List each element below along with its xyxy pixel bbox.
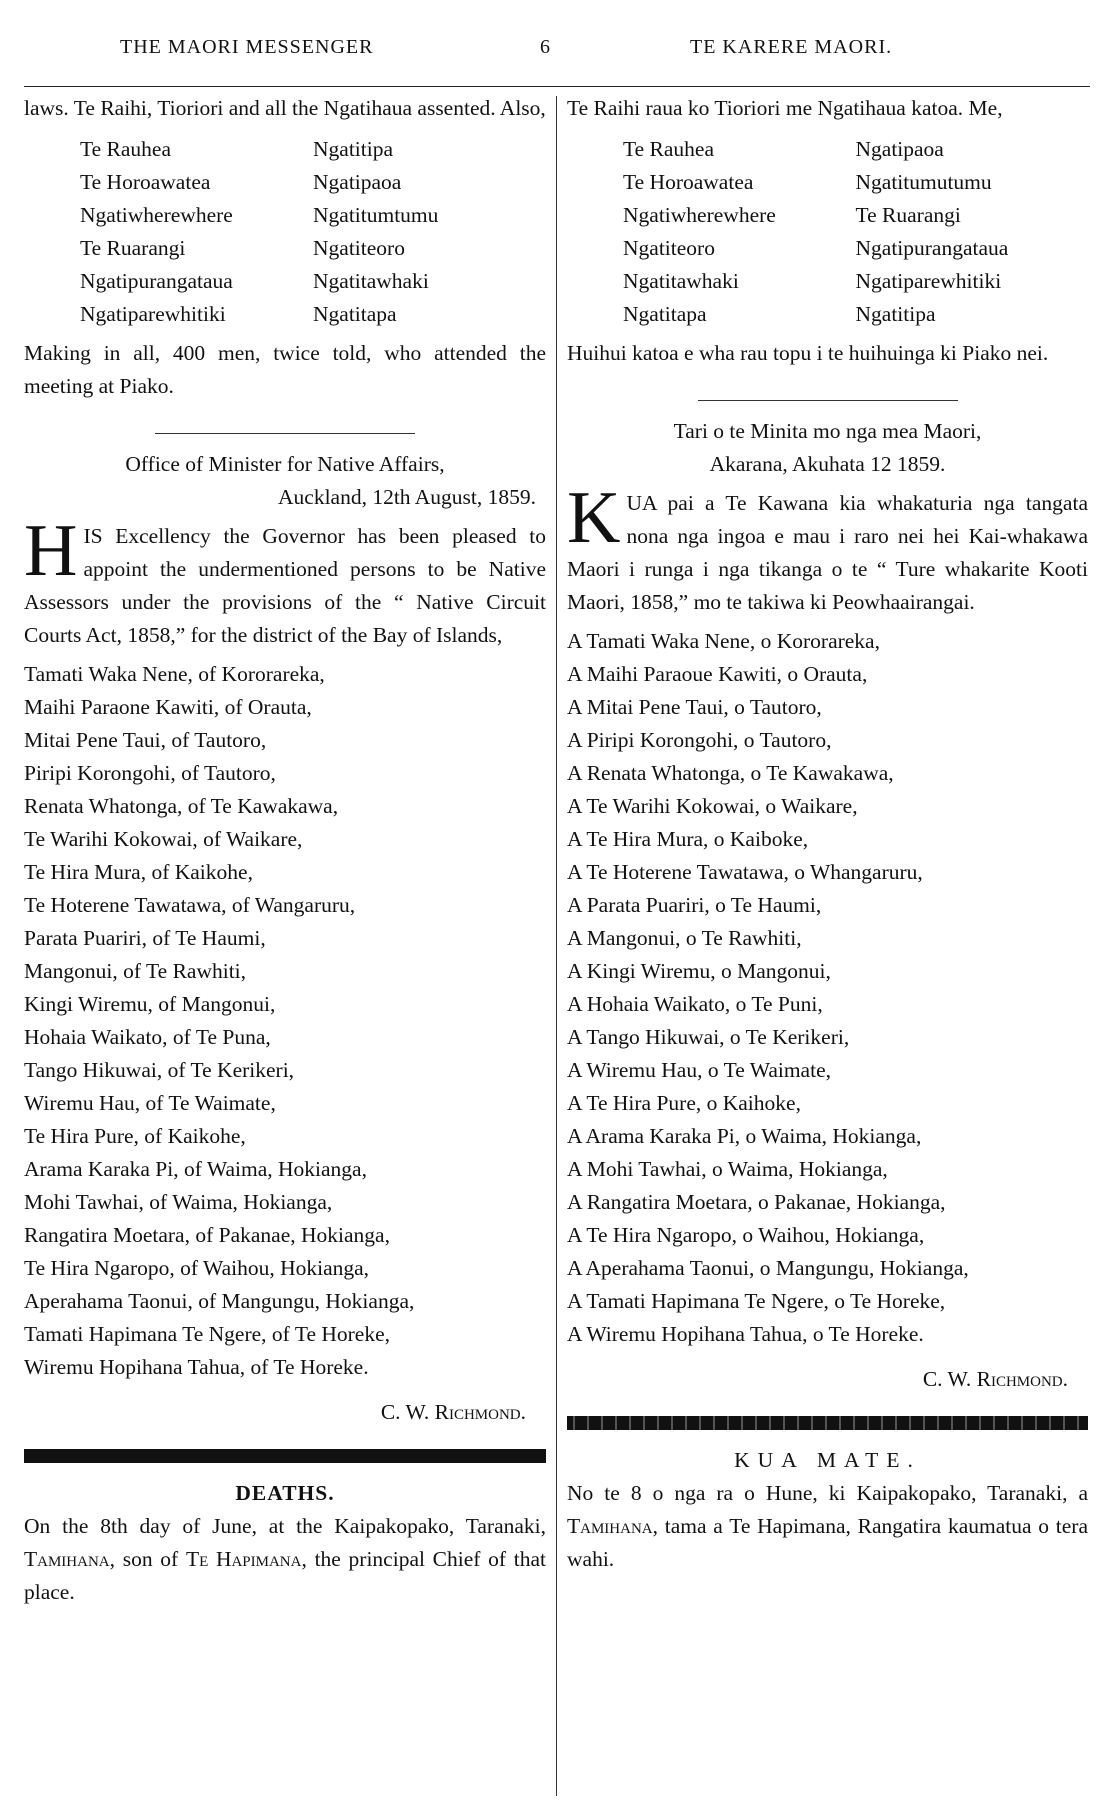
- section-rule: [155, 433, 415, 434]
- assessor-entry: Te Hira Pure, of Kaikohe,: [24, 1124, 246, 1148]
- section-rule: [698, 400, 958, 401]
- deaths-heading: KUA MATE.: [734, 1448, 921, 1472]
- thick-rule: [24, 1449, 546, 1463]
- assessor-entry: Te Warihi Kokowai, of Waikare,: [24, 827, 303, 851]
- assessor-entry: Arama Karaka Pi, of Waima, Hokianga,: [24, 1157, 367, 1181]
- tribe-name: Te Horoawatea: [80, 170, 211, 194]
- assessor-entry: A Wiremu Hau, o Te Waimate,: [567, 1058, 831, 1082]
- assessor-entry: A Aperahama Taonui, o Mangungu, Hokianga,: [567, 1256, 969, 1280]
- assessor-entry: A Mangonui, o Te Rawhiti,: [567, 926, 802, 950]
- death-text: , the principal Chief of that place.: [24, 1547, 547, 1604]
- tribe-name: Ngatiteoro: [623, 236, 715, 260]
- thick-rule: [567, 1416, 1088, 1430]
- assessor-entry: Mangonui, of Te Rawhiti,: [24, 959, 247, 983]
- tribe-name: Ngatitawhaki: [623, 269, 739, 293]
- assessor-entry: Mohi Tawhai, of Waima, Hokianga,: [24, 1190, 333, 1214]
- assessor-entry: Tango Hikuwai, of Te Kerikeri,: [24, 1058, 295, 1082]
- assessor-entry: Rangatira Moetara, of Pakanae, Hokianga,: [24, 1223, 390, 1247]
- assessor-entry: Wiremu Hopihana Tahua, of Te Horeke.: [24, 1355, 369, 1379]
- tribe-name: Ngatipurangataua: [855, 236, 1009, 260]
- deaths-heading: DEATHS.: [235, 1481, 335, 1505]
- assessor-entry: Tamati Waka Nene, of Kororareka,: [24, 662, 325, 686]
- intro-text: Te Raihi raua ko Tioriori me Ngatihaua katoa. Me,: [567, 96, 1003, 120]
- death-name: Tamihana: [24, 1547, 110, 1571]
- death-text: On the 8th day of June, at the Kaipakopako, Taranaki,: [24, 1514, 546, 1538]
- assessor-entry: A Tango Hikuwai, o Te Kerikeri,: [567, 1025, 850, 1049]
- tribe-name: Ngatiwherewhere: [623, 203, 776, 227]
- assessor-entry: A Te Hira Ngaropo, o Waihou, Hokianga,: [567, 1223, 925, 1247]
- assessor-entry: A Tamati Waka Nene, o Kororareka,: [567, 629, 880, 653]
- header-rule: [24, 86, 1090, 87]
- drop-cap: H: [24, 510, 78, 592]
- assessor-entry: Te Hira Mura, of Kaikohe,: [24, 860, 253, 884]
- office-line: Office of Minister for Native Affairs,: [125, 452, 445, 476]
- assessor-list: [567, 625, 1088, 1351]
- intro-text: laws. Te Raihi, Tioriori and all the Ngatihaua assented. Also,: [24, 96, 546, 120]
- assessor-entry: Piripi Korongohi, of Tautoro,: [24, 761, 276, 785]
- page-header: [0, 30, 1114, 70]
- assessor-entry: Tamati Hapimana Te Ngere, of Te Horeke,: [24, 1322, 391, 1346]
- assessor-entry: A Te Hira Mura, o Kaiboke,: [567, 827, 809, 851]
- notice-text: IS Excellency the Governor has been pleased to appoint the undermentioned persons to be Native Assessors under the provisions of the “ Native Circuit Courts Act, 1858,” for the district of the Bay of Islands,: [24, 524, 546, 647]
- death-notice: [567, 1477, 1088, 1576]
- death-text: , tama a Te Hapimana, Rangatira kaumatua o tera wahi.: [567, 1514, 1088, 1571]
- tribe-name: Te Rauhea: [80, 137, 172, 161]
- death-father: Te Hapimana: [185, 1547, 302, 1571]
- tribe-name: Ngatitumtumu: [313, 203, 439, 227]
- date-line: Akarana, Akuhata 12 1859.: [709, 452, 946, 476]
- page-number: 6: [540, 36, 551, 58]
- tribe-name: Ngatitumutumu: [855, 170, 992, 194]
- assessor-entry: Kingi Wiremu, of Mangonui,: [24, 992, 276, 1016]
- assessor-entry: A Te Warihi Kokowai, o Waikare,: [567, 794, 858, 818]
- tribe-name: Ngatiteoro: [313, 236, 405, 260]
- tribe-table: [623, 133, 1088, 331]
- tribe-name: Te Horoawatea: [623, 170, 754, 194]
- tribe-name: Te Ruarangi: [855, 203, 961, 227]
- death-text: , son of: [109, 1547, 179, 1571]
- death-name: Tamihana: [567, 1514, 653, 1538]
- notice-text: UA pai a Te Kawana kia whakaturia nga tangata nona nga ingoa e mau i raro nei hei Kai-whakawa Maori i runga i nga tikanga o te “ Ture whakarite Kooti Maori, 1858,” mo te takiwa ki Peowhaairangai.: [567, 491, 1088, 614]
- assessor-entry: A Arama Karaka Pi, o Waima, Hokianga,: [567, 1124, 922, 1148]
- assessor-entry: A Kingi Wiremu, o Mangonui,: [567, 959, 831, 983]
- assessor-entry: Maihi Paraone Kawiti, of Orauta,: [24, 695, 312, 719]
- tribe-name: Ngatiwherewhere: [80, 203, 233, 227]
- assessor-entry: A Parata Puariri, o Te Haumi,: [567, 893, 822, 917]
- tribe-name: Ngatitipa: [313, 137, 394, 161]
- header-title-english: THE MAORI MESSENGER: [120, 36, 374, 58]
- assessor-entry: Renata Whatonga, of Te Kawakawa,: [24, 794, 339, 818]
- tribe-table: [80, 133, 546, 331]
- assessor-entry: A Mohi Tawhai, o Waima, Hokianga,: [567, 1157, 888, 1181]
- notice-paragraph: [24, 510, 546, 652]
- assessor-entry: A Maihi Paraoue Kawiti, o Orauta,: [567, 662, 868, 686]
- tribe-name: Ngatipaoa: [855, 137, 944, 161]
- drop-cap: K: [567, 477, 621, 559]
- header-title-maori: TE KARERE MAORI.: [690, 36, 893, 58]
- tribe-name: Ngatipurangataua: [80, 269, 233, 293]
- assessor-entry: A Hohaia Waikato, o Te Puni,: [567, 992, 823, 1016]
- assessor-entry: A Renata Whatonga, o Te Kawakawa,: [567, 761, 894, 785]
- tribe-name: Ngatipaoa: [313, 170, 402, 194]
- tribe-name: Te Ruarangi: [80, 236, 186, 260]
- office-line: Tari o te Minita mo nga mea Maori,: [673, 419, 982, 443]
- signature: C. W. Richmond.: [922, 1367, 1068, 1391]
- assessor-entry: Te Hira Ngaropo, of Waihou, Hokianga,: [24, 1256, 370, 1280]
- assessor-entry: A Te Hoterene Tawatawa, o Whangaruru,: [567, 860, 923, 884]
- signature: C. W. Richmond.: [380, 1400, 526, 1424]
- assessor-entry: A Te Hira Pure, o Kaihoke,: [567, 1091, 801, 1115]
- assessor-entry: Aperahama Taonui, of Mangungu, Hokianga,: [24, 1289, 415, 1313]
- tribe-name: Ngatiparewhitiki: [855, 269, 1002, 293]
- column-divider: [556, 96, 557, 1796]
- maori-column: [567, 92, 1088, 1576]
- assessor-entry: Hohaia Waikato, of Te Puna,: [24, 1025, 271, 1049]
- tribe-name: Te Rauhea: [623, 137, 715, 161]
- tribe-name: Ngatitipa: [855, 302, 936, 326]
- assessor-entry: A Wiremu Hopihana Tahua, o Te Horeke.: [567, 1322, 924, 1346]
- assessor-entry: A Mitai Pene Taui, o Tautoro,: [567, 695, 822, 719]
- tribe-name: Ngatitapa: [623, 302, 707, 326]
- total-text: Making in all, 400 men, twice told, who attended the meeting at Piako.: [24, 341, 546, 398]
- assessor-entry: Wiremu Hau, of Te Waimate,: [24, 1091, 276, 1115]
- tribe-name: Ngatiparewhitiki: [80, 302, 226, 326]
- tribe-name: Ngatitapa: [313, 302, 397, 326]
- tribe-name: Ngatitawhaki: [313, 269, 429, 293]
- english-column: [24, 92, 546, 1609]
- death-notice: [24, 1510, 546, 1609]
- assessor-entry: A Rangatira Moetara, o Pakanae, Hokianga,: [567, 1190, 946, 1214]
- total-text: Huihui katoa e wha rau topu i te huihuinga ki Piako nei.: [567, 341, 1049, 365]
- assessor-list: [24, 658, 546, 1384]
- notice-paragraph: [567, 477, 1088, 619]
- assessor-entry: Mitai Pene Taui, of Tautoro,: [24, 728, 267, 752]
- date-line: Auckland, 12th August, 1859.: [278, 485, 536, 509]
- assessor-entry: A Piripi Korongohi, o Tautoro,: [567, 728, 832, 752]
- assessor-entry: Parata Puariri, of Te Haumi,: [24, 926, 266, 950]
- assessor-entry: Te Hoterene Tawatawa, of Wangaruru,: [24, 893, 356, 917]
- death-text: No te 8 o nga ra o Hune, ki Kaipakopako, Taranaki, a: [567, 1481, 1088, 1505]
- assessor-entry: A Tamati Hapimana Te Ngere, o Te Horeke,: [567, 1289, 946, 1313]
